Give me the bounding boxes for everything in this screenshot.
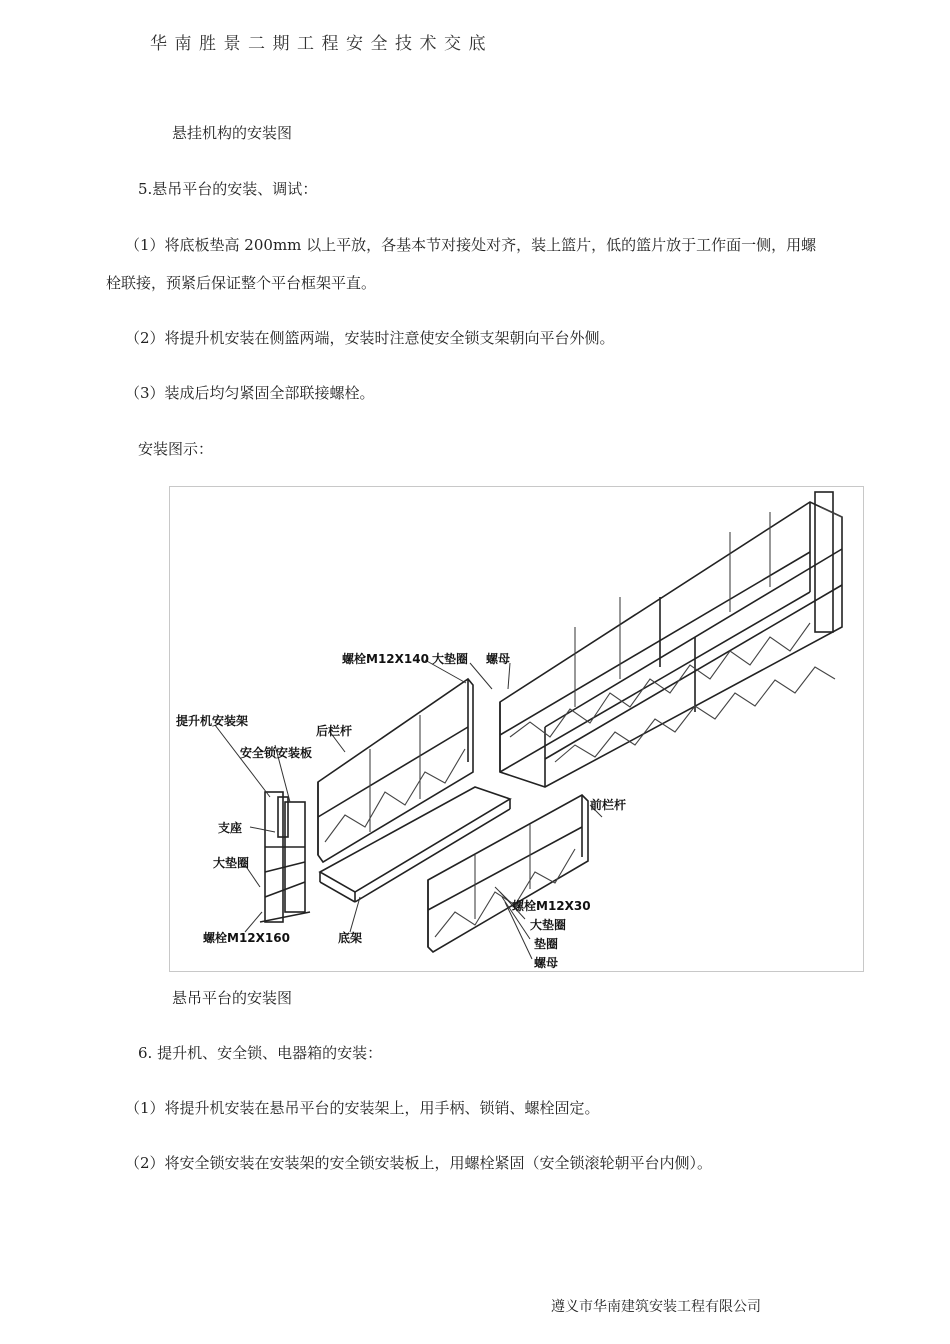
paragraph-step-6-2: （2）将安全锁安装在安装架的安全锁安装板上，用螺栓紧固（安全锁滚轮朝平台内侧）。 <box>125 1154 713 1172</box>
paragraph-step-1-line-2: 栓联接，预紧后保证整个平台框架平直。 <box>106 274 377 292</box>
label-bolt-m12x140: 螺栓M12X140 <box>342 652 429 666</box>
label-hoist-frame: 提升机安装架 <box>176 714 249 728</box>
document-header: 华南胜景二期工程安全技术交底 <box>150 34 493 54</box>
label-front-rail: 前栏杆 <box>590 798 627 812</box>
label-nut-bottom: 螺母 <box>534 956 559 970</box>
paragraph-step-3: （3）装成后均匀紧固全部联接螺栓。 <box>125 384 375 402</box>
label-washer: 垫圈 <box>534 937 559 951</box>
paragraph-step-2: （2）将提升机安装在侧篮两端，安装时注意使安全锁支架朝向平台外侧。 <box>125 329 615 347</box>
paragraph-step-1-line-1: （1）将底板垫高 200mm 以上平放，各基本节对接处对齐，装上篮片，低的篮片放于工作面一侧，用螺 <box>125 236 817 254</box>
assembled-platform <box>500 492 842 787</box>
section-heading-6: 6. 提升机、安全锁、电器箱的安装： <box>138 1044 383 1062</box>
figure-caption: 悬吊平台的安装图 <box>172 989 293 1007</box>
label-big-washer-top: 大垫圈 <box>432 652 469 666</box>
paragraph-diagram-intro: 安装图示： <box>138 440 214 458</box>
base-frame-part <box>320 787 510 902</box>
assembly-drawing <box>170 487 865 973</box>
section-heading-5: 5.悬吊平台的安装、调试： <box>138 180 318 198</box>
label-nut-top: 螺母 <box>486 652 511 666</box>
label-bolt-m12x30: 螺栓M12X30 <box>512 899 591 913</box>
platform-assembly-diagram <box>169 486 864 972</box>
paragraph-suspension-caption: 悬挂机构的安装图 <box>172 124 293 142</box>
hoist-frame-part <box>260 792 310 922</box>
label-rear-rail: 后栏杆 <box>316 724 353 738</box>
leader-lines <box>215 660 602 959</box>
label-big-washer-left: 大垫圈 <box>213 856 250 870</box>
label-lock-plate: 安全锁安装板 <box>240 746 313 760</box>
document-footer: 遵义市华南建筑安装工程有限公司 <box>551 1299 761 1315</box>
label-big-washer-right: 大垫圈 <box>530 918 567 932</box>
label-base-frame: 底架 <box>338 931 363 945</box>
label-bolt-m12x160: 螺栓M12X160 <box>203 931 290 945</box>
paragraph-step-6-1: （1）将提升机安装在悬吊平台的安装架上，用手柄、锁销、螺栓固定。 <box>125 1099 600 1117</box>
label-support: 支座 <box>218 821 243 835</box>
